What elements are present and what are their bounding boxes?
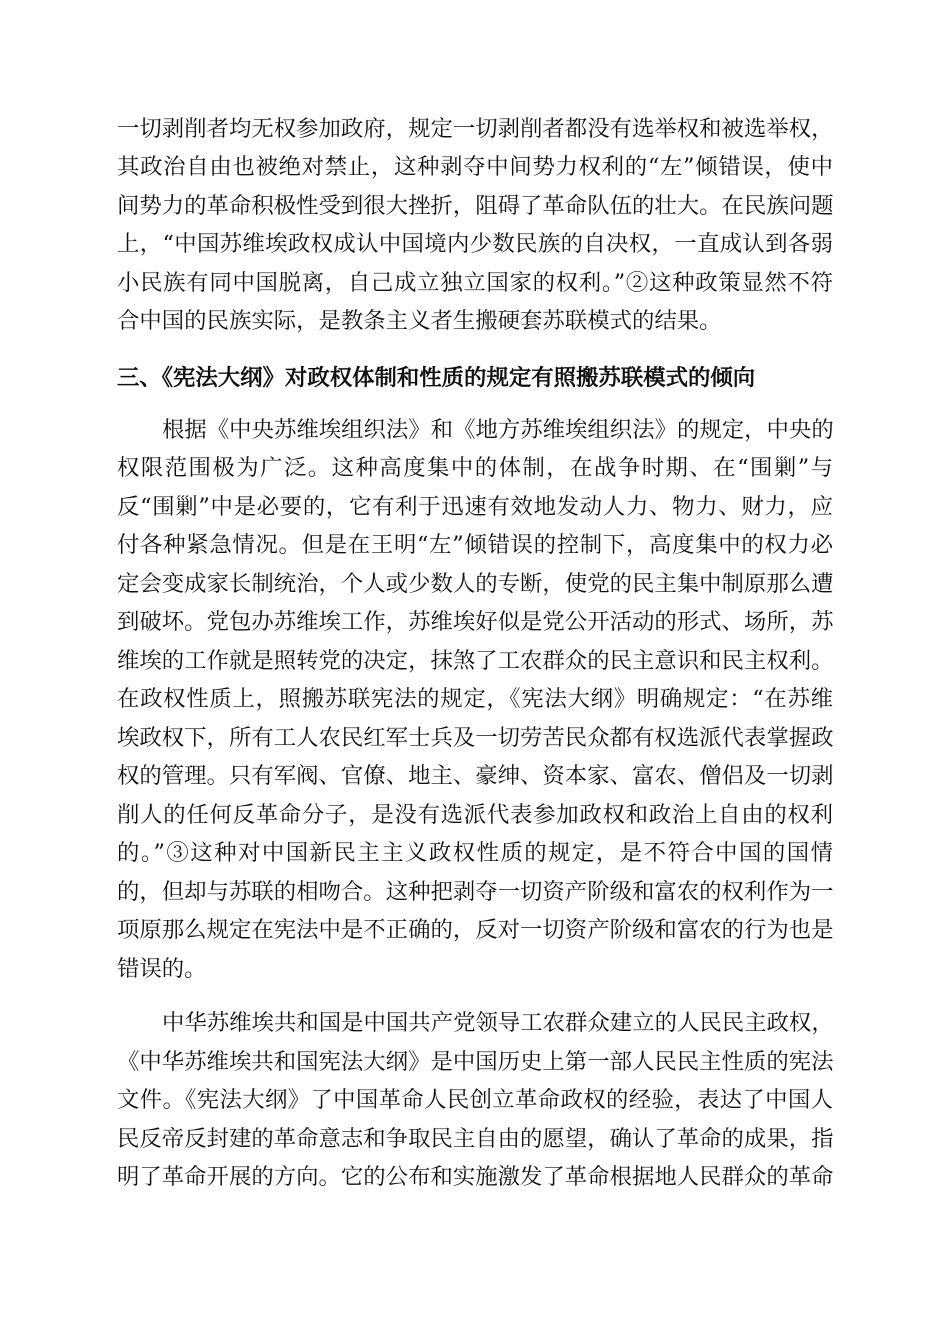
text-line: 间势力的革命积极性受到很大挫折，阻碍了革命队伍的壮大。在民族问题 [117,193,834,219]
text-line: 其政治自由也被绝对禁止，这种剥夺中间势力权利的“左”倾错误，使中 [117,154,833,180]
text-line: 埃政权下，所有工人农民红军士兵及一切劳苦民众都有权选派代表掌握政 [117,725,834,751]
text-line: 明了革命开展的方向。它的公布和实施激发了革命根据地人民群众的革命 [117,1164,834,1190]
text-line: 错误的。 [117,956,207,982]
text-line: 合中国的民族实际，是教条主义者生搬硬套苏联模式的结果。 [117,308,722,334]
text-line: 付各种紧急情况。但是在王明“左”倾错误的控制下，高度集中的权力必 [117,532,833,558]
text-line: 小民族有同中国脱离，自己成立独立国家的权利。”②这种政策显然不符 [117,270,833,296]
text-line: 的。”③这种对中国新民主主义政权性质的规定，是不符合中国的国情 [117,840,833,866]
text-line: 反“围剿”中是必要的，它有利于迅速有效地发动人力、物力、财力，应 [117,494,833,520]
text-line: 的，但却与苏联的相吻合。这种把剥夺一切资产阶级和富农的权利作为一 [117,879,834,905]
text-line: 在政权性质上，照搬苏联宪法的规定，《宪法大纲》明确规定：“在苏维 [117,686,833,712]
text-line: 文件。《宪法大纲》了中国革命人民创立革命政权的经验，表达了中国人 [117,1087,833,1113]
text-line: 定会变成家长制统治，个人或少数人的专断，使党的民主集中制原那么遭 [117,571,834,597]
text-line: 民反帝反封建的革命意志和争取民主自由的愿望，确认了革命的成果，指 [117,1126,834,1152]
text-line: 权的管理。只有军阀、官僚、地主、豪绅、资本家、富农、僧侣及一切剥 [117,763,834,789]
text-line: 一切剥削者均无权参加政府，规定一切剥削者都没有选举权和被选举权， [117,116,834,142]
text-line: 削人的任何反革命分子，是没有选派代表参加政权和政治上自由的权利 [117,802,833,828]
section-heading: 三、《宪法大纲》对政权体制和性质的规定有照搬苏联模式的倾向 [117,365,756,391]
text-line: 权限范围极为广泛。这种高度集中的体制，在战争时期、在“围剿”与 [117,455,833,481]
text-line: 中华苏维埃共和国是中国共产党领导工农群众建立的人民民主政权， [162,1010,834,1036]
text-line: 到破坏。党包办苏维埃工作，苏维埃好似是党公开活动的形式、场所，苏 [117,609,834,635]
text-line: 项原那么规定在宪法中是不正确的，反对一切资产阶级和富农的行为也是 [117,917,834,943]
text-line: 根据《中央苏维埃组织法》和《地方苏维埃组织法》的规定，中央的 [162,417,834,443]
text-line: 上，“中国苏维埃政权成认中国境内少数民族的自决权，一直成认到各弱 [117,231,833,257]
text-line: 《中华苏维埃共和国宪法大纲》是中国历史上第一部人民民主性质的宪法 [117,1049,834,1075]
text-line: 维埃的工作就是照转党的决定，抹煞了工农群众的民主意识和民主权利。 [117,648,834,674]
